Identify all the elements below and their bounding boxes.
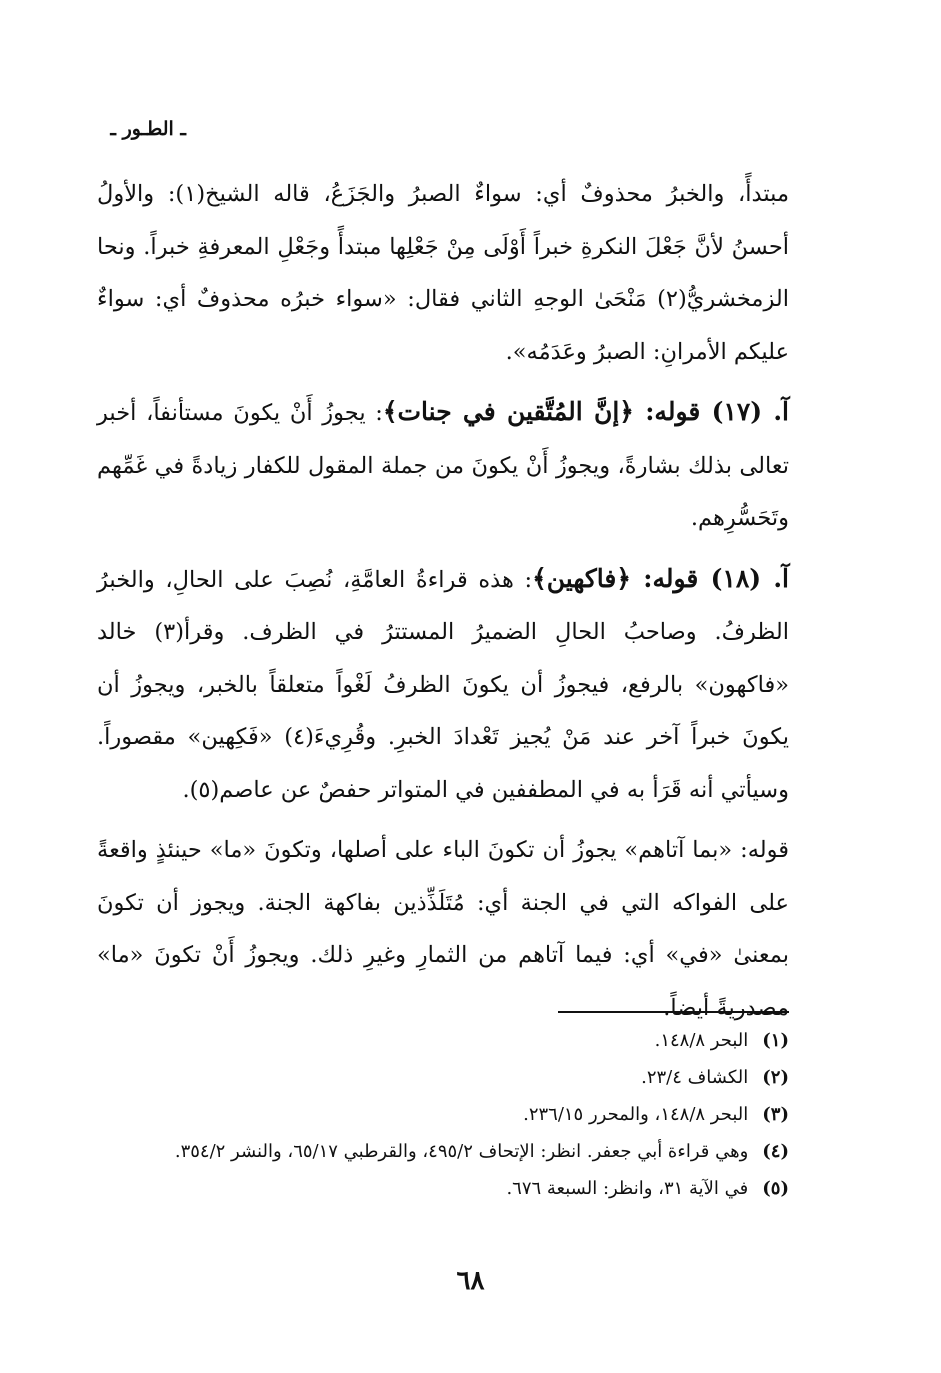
- verse-18-label: آ. (١٨) قوله: ﴿فاكهين﴾: [532, 563, 789, 593]
- footnote-number: (٣): [762, 1104, 789, 1125]
- paragraph-verse-18: [97, 553, 789, 817]
- footnote-number: (٤): [762, 1141, 789, 1162]
- footnote-item: [97, 1059, 789, 1096]
- footnote-number: (٢): [762, 1067, 789, 1088]
- footnote-text: وهي قراءة أبي جعفر. انظر: الإتحاف ٤٩٥/٢، والقرطبي ٦٥/١٧، والنشر ٣٥٤/٢.: [174, 1141, 749, 1162]
- page-number: ٦٨: [456, 1266, 485, 1296]
- footnote-divider: [558, 1011, 789, 1013]
- footnote-item: [97, 1170, 789, 1207]
- paragraph-4: قوله: «بما آتاهم» يجوزُ أن تكونَ الباء على أصلها، وتكونَ «ما» حينئذٍ واقعةً على الفواكه التي في الجنة أي: مُتَلَذِّذين بفاكهة الجنة. ويجوز أن تكونَ بمعنىٰ «في» أي: فيما آتاهم من الثمارِ وغيرِ ذلك. ويجوزُ أَنْ تكونَ «ما» مصدريةً أيضاً.: [97, 837, 789, 1021]
- footnote-number: (١): [762, 1030, 789, 1051]
- footnote-item: [97, 1022, 789, 1059]
- paragraph-1: مبتدأً، والخبرُ محذوفٌ أي: سواءٌ الصبرُ والجَزَعُ، قاله الشيخ(١): والأولُ أحسنُ لأنَّ جَعْلَ النكرةِ خبراً أَوْلَى مِنْ جَعْلِها مبتدأً وجَعْلِ المعرفةِ خبراً. ونحا الزمخشريُّ(٢) مَنْحَىٰ الوجهِ الثاني فقال: «سواء خبرُه محذوفٌ أي: سواءٌ عليكم الأمرانِ: الصبرُ وعَدَمُه».: [97, 181, 789, 365]
- verse-17-commentary: : يجوزُ أَنْ يكونَ مستأنفاً، أخبر تعالى بذلك بشارةً، ويجوزُ أَنْ يكونَ من جملة المقول للكفار زيادةً في غَمِّهم وتَحَسُّرِهم.: [97, 400, 789, 531]
- footnote-text: في الآية ٣١، وانظر: السبعة ٦٧٦.: [506, 1178, 749, 1199]
- verse-17-label: آ. (١٧) قوله: ﴿إنَّ المُتَّقين في جنات﴾: [382, 397, 789, 426]
- main-text: [97, 168, 789, 1034]
- footnote-number: (٥): [762, 1178, 789, 1199]
- running-header: ـ الطـور ـ: [110, 118, 186, 140]
- footnote-text: الكشاف ٢٣/٤.: [641, 1067, 749, 1088]
- footnote-item: [97, 1096, 789, 1133]
- footnote-text: البحر ١٤٨/٨، والمحرر ٢٣٦/١٥.: [523, 1104, 749, 1125]
- footnote-item: [97, 1133, 789, 1170]
- verse-18-commentary: : هذه قراءةُ العامَّةِ، نُصِبَ على الحالِ، والخبرُ الظرفُ. وصاحبُ الحالِ الضميرُ المستترُ في الظرف. وقرأ(٣) خالد «فاكهون» بالرفع، فيجوزُ أن يكونَ الظرفُ لَغْواً متعلقاً بالخبر، ويجوزُ أن يكونَ خبراً آخر عند مَنْ يُجيز تَعْدادَ الخبرِ. وقُرِيءَ(٤) «فَكِهين» مقصوراً. وسيأتي أنه قَرَأ به في المطففين في المتواتر حفصٌ عن عاصم(٥).: [97, 566, 790, 803]
- footnote-text: البحر ١٤٨/٨.: [654, 1030, 749, 1051]
- footnotes: [97, 1022, 789, 1207]
- paragraph-verse-17: [97, 386, 789, 545]
